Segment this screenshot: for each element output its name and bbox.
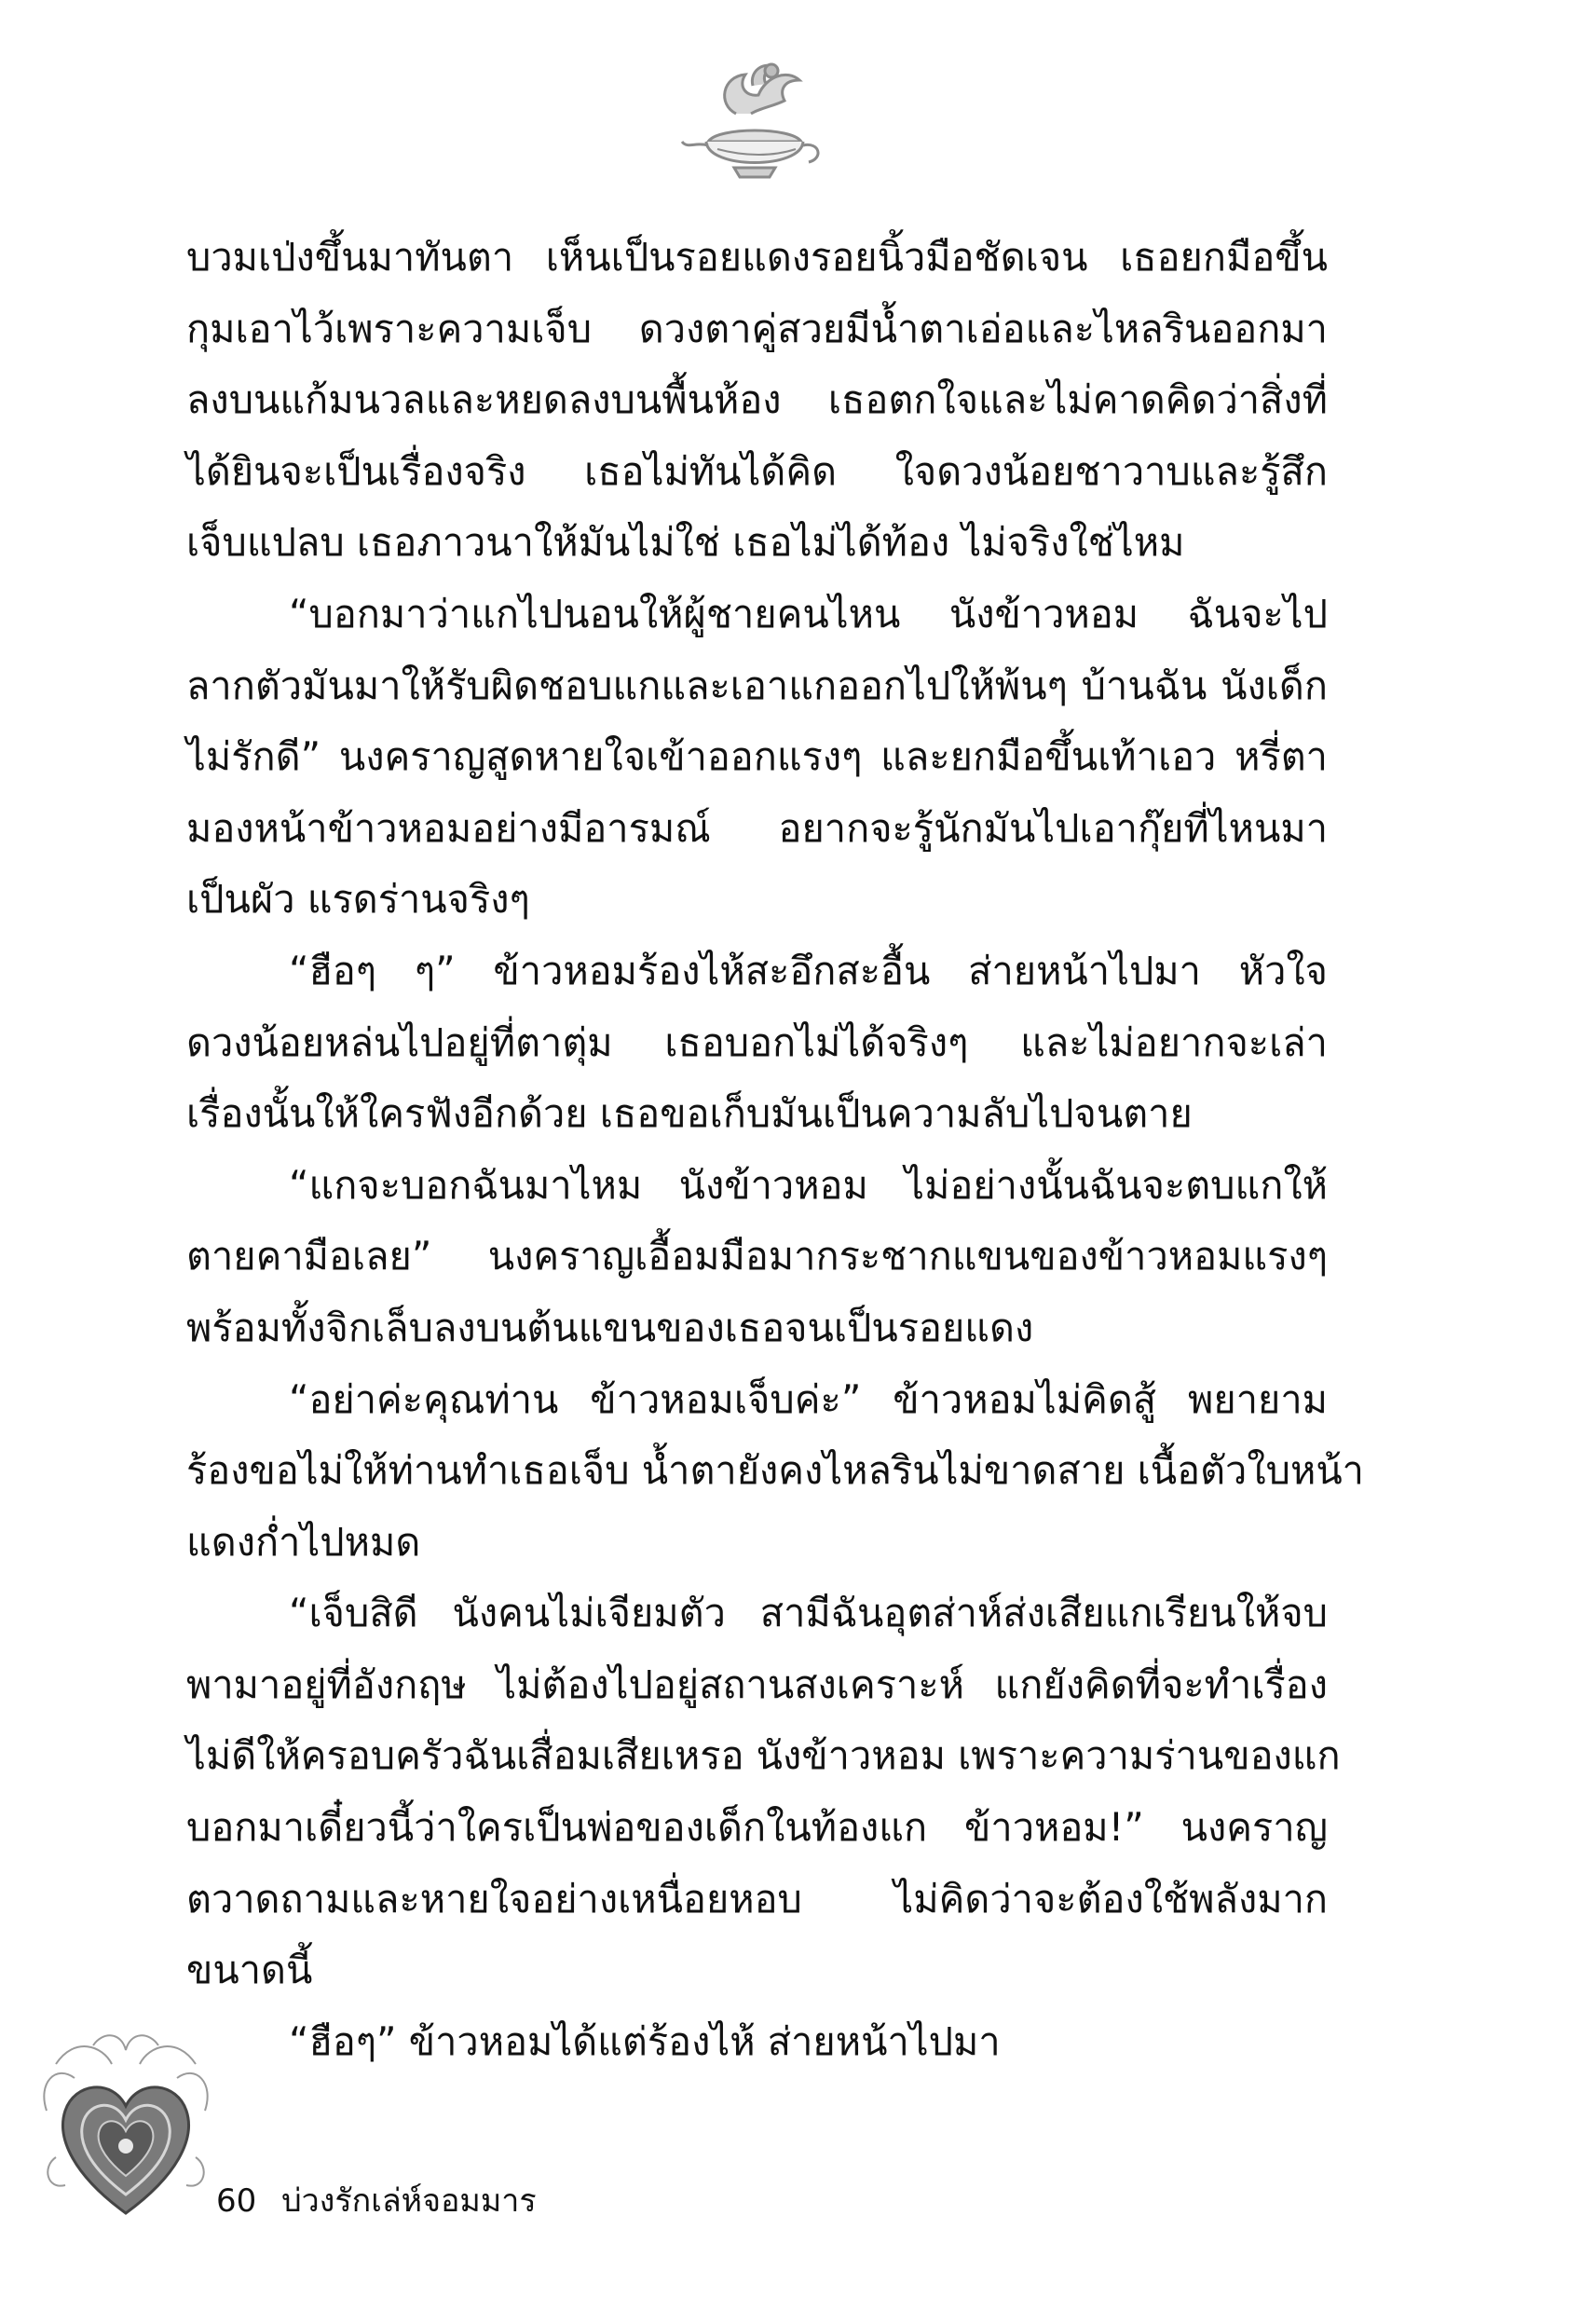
book-title: บ่วงรักเล่ห์จอมมาร	[281, 2182, 537, 2220]
paragraph	[186, 579, 1328, 936]
text-line: ไม่ดีให้ครอบครัวฉันเสื่อมเสียเหรอ นังข้าวหอม เพราะความร่านของแก	[186, 1732, 1341, 1779]
text-line: เจ็บแปลบ เธอภาวนาให้มันไม่ใช่ เธอไม่ได้ท้อง ไม่จริงใช่ไหม	[186, 519, 1185, 566]
text-line: ได้ยินจะเป็นเรื่องจริง เธอไม่ทันได้คิด ใจดวงน้อยชาวาบและรู้สึก	[186, 447, 1328, 494]
page-footer	[216, 2175, 537, 2225]
text-line: บอกมาเดี๋ยวนี้ว่าใครเป็นพ่อของเด็กในท้องแก ข้าวหอม!” นงคราญ	[186, 1804, 1328, 1851]
text-line: ลงบนแก้มนวลและหยดลงบนพื้นห้อง เธอตกใจและไม่คาดคิดว่าสิ่งที่	[186, 376, 1328, 423]
genie-lamp-icon	[680, 48, 829, 188]
text-line: “อย่าค่ะคุณท่าน ข้าวหอมเจ็บค่ะ” ข้าวหอมไม่คิดสู้ พยายาม	[289, 1375, 1328, 1422]
paragraph	[186, 222, 1328, 579]
text-line: “แกจะบอกฉันมาไหม นังข้าวหอม ไม่อย่างนั้นฉันจะตบแกให้	[289, 1161, 1328, 1208]
text-line: มองหน้าข้าวหอมอย่างมีอารมณ์ อยากจะรู้นักมันไปเอากุ๊ยที่ไหนมา	[186, 804, 1328, 851]
text-line: กุมเอาไว้เพราะความเจ็บ ดวงตาคู่สวยมีน้ำตาเอ่อและไหลรินออกมา	[186, 305, 1328, 351]
text-line: ร้องขอไม่ให้ท่านทำเธอเจ็บ น้ำตายังคงไหลรินไม่ขาดสาย เนื้อตัวใบหน้า	[186, 1447, 1364, 1494]
text-line: เรื่องนั้นให้ใครฟังอีกด้วย เธอขอเก็บมันเป็นความลับไปจนตาย	[186, 1090, 1193, 1137]
page-number: 60	[216, 2182, 257, 2220]
paragraph	[186, 2006, 1328, 2078]
paragraph	[186, 936, 1328, 1150]
text-line: “ฮือๆ ๆ” ข้าวหอมร้องไห้สะอึกสะอื้น ส่ายหน้าไปมา หัวใจ	[289, 947, 1328, 993]
paragraph	[186, 1364, 1364, 1579]
text-line: เป็นผัว แรดร่านจริงๆ	[186, 876, 530, 923]
text-line: แดงก่ำไปหมด	[186, 1518, 421, 1565]
text-line: พามาอยู่ที่อังกฤษ ไม่ต้องไปอยู่สถานสงเคราะห์ แกยังคิดที่จะทำเรื่อง	[186, 1661, 1328, 1707]
text-line: ตวาดถามและหายใจอย่างเหนื่อยหอบ ไม่คิดว่าจะต้องใช้พลังมาก	[186, 1875, 1328, 1921]
paragraph	[186, 1150, 1328, 1364]
text-line: ขนาดนี้	[186, 1947, 313, 1993]
text-line: ลากตัวมันมาให้รับผิดชอบแกและเอาแกออกไปให้พ้นๆ บ้านฉัน นังเด็ก	[186, 662, 1328, 708]
text-line: ดวงน้อยหล่นไปอยู่ที่ตาตุ่ม เธอบอกไม่ได้จริงๆ และไม่อยากจะเล่า	[186, 1019, 1328, 1065]
text-line: บวมเป่งขึ้นมาทันตา เห็นเป็นรอยแดงรอยนิ้วมือชัดเจน เธอยกมือขึ้น	[186, 234, 1328, 280]
text-line: ตายคามือเลย” นงคราญเอื้อมมือมากระชากแขนของข้าวหอมแรงๆ	[186, 1233, 1328, 1279]
text-line: ไม่รักดี” นงคราญสูดหายใจเข้าออกแรงๆ และยกมือขึ้นเท้าเอว หรี่ตา	[186, 733, 1328, 780]
body-text	[186, 222, 1364, 2077]
paragraph	[186, 1578, 1341, 2006]
text-line: “บอกมาว่าแกไปนอนให้ผู้ชายคนไหน นังข้าวหอม ฉันจะไป	[289, 590, 1328, 636]
ornate-heart-icon	[37, 2027, 214, 2232]
text-line: “ฮือๆ” ข้าวหอมได้แต่ร้องไห้ ส่ายหน้าไปมา	[289, 2017, 1001, 2064]
text-line: “เจ็บสิดี นังคนไม่เจียมตัว สามีฉันอุตส่าห์ส่งเสียแกเรียนให้จบ	[289, 1590, 1328, 1636]
text-line: พร้อมทั้งจิกเล็บลงบนต้นแขนของเธอจนเป็นรอยแดง	[186, 1304, 1034, 1350]
